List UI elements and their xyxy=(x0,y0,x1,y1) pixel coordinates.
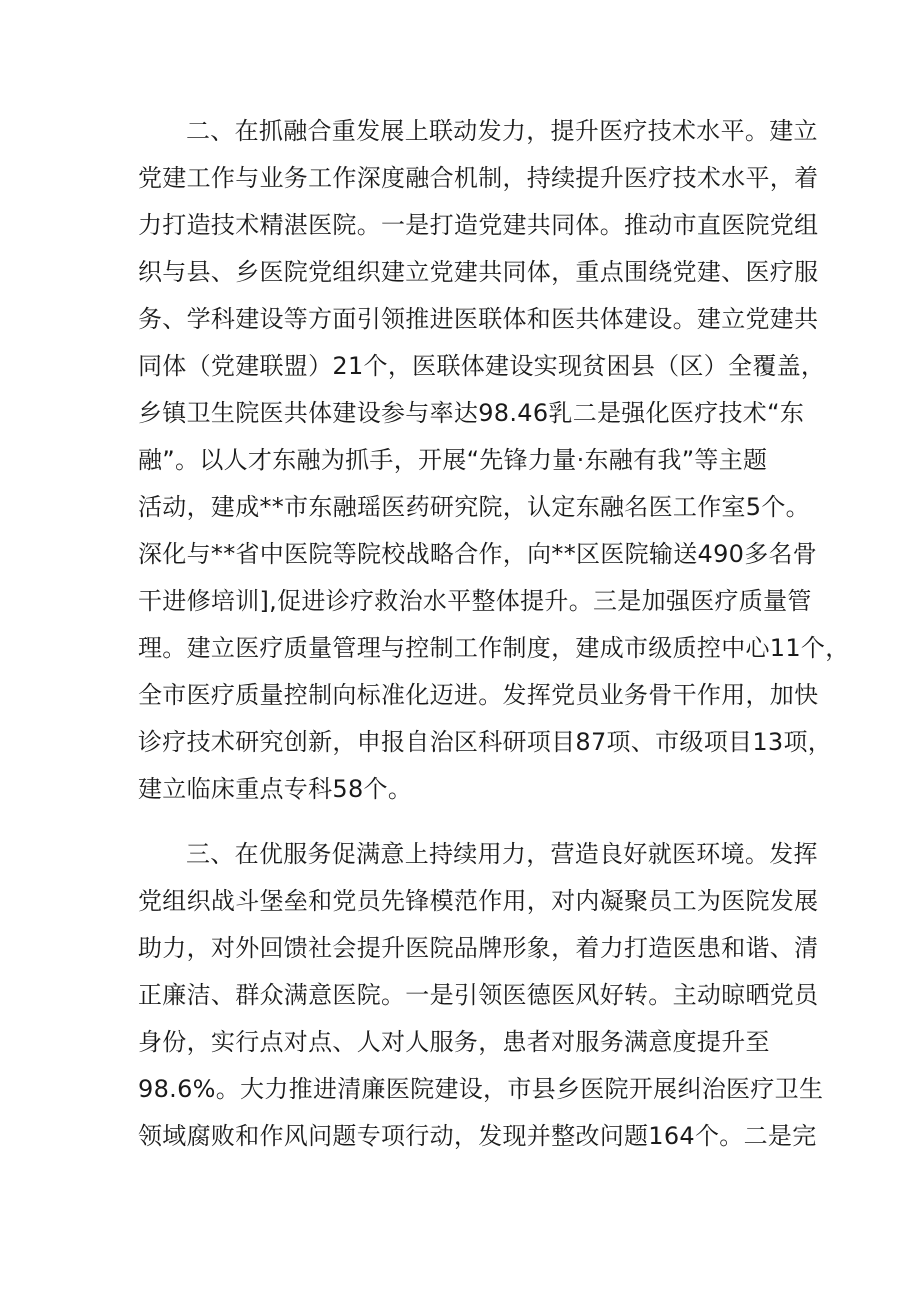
text-line: 干进修培训],促进诊疗救治水平整体提升。三是加强医疗质量管 xyxy=(138,587,812,615)
text-line: 力打造技术精湛医院。一是打造党建共同体。推动市直医院党组 xyxy=(138,211,819,239)
text-line: 正廉洁、群众满意医院。一是引领医德医风好转。主动晾晒党员 xyxy=(138,981,819,1009)
text-line: 党建工作与业务工作深度融合机制，持续提升医疗技术水平，着 xyxy=(138,164,819,192)
text-line: 深化与**省中医院等院校战略合作，向**区医院输送490多名骨 xyxy=(138,540,818,568)
paragraph-3 xyxy=(138,831,824,1160)
paragraph-2 xyxy=(138,108,850,813)
text-line: 领域腐败和作风问题专项行动，发现并整改问题164个。二是完 xyxy=(138,1122,817,1150)
text-line: 三、在优服务促满意上持续用力，营造良好就医环境。发挥 xyxy=(186,840,818,868)
text-line: 二、在抓融合重发展上联动发力，提升医疗技术水平。建立 xyxy=(186,117,818,145)
text-line: 理。建立医疗质量管理与控制工作制度，建成市级质控中心11个， xyxy=(138,634,850,662)
text-line: 活动，建成**市东融瑶医药研究院，认定东融名医工作室5个。 xyxy=(138,493,810,521)
document-body xyxy=(138,108,850,1160)
text-line: 诊疗技术研究创新，申报自治区科研项目87项、市级项目13项， xyxy=(138,728,833,756)
text-line: 建立临床重点专科58个。 xyxy=(138,775,413,803)
text-line: 党组织战斗堡垒和党员先锋模范作用，对内凝聚员工为医院发展 xyxy=(138,887,819,915)
text-line: 乡镇卫生院医共体建设参与率达98.46乳二是强化医疗技术“东 xyxy=(138,399,805,427)
text-line: 融”。以人才东融为抓手，开展“先锋力量·东融有我”等主题 xyxy=(138,446,768,474)
text-line: 同体（党建联盟）21个，医联体建设实现贫困县（区）全覆盖， xyxy=(138,352,826,380)
text-line: 务、学科建设等方面引领推进医联体和医共体建设。建立党建共 xyxy=(138,305,819,333)
text-line: 助力，对外回馈社会提升医院品牌形象，着力打造医患和谐、清 xyxy=(138,934,819,962)
paragraph-spacer xyxy=(138,813,790,831)
text-line: 织与县、乡医院党组织建立党建共同体，重点围绕党建、医疗服 xyxy=(138,258,819,286)
text-line: 98.6%。大力推进清廉医院建设，市县乡医院开展纠治医疗卫生 xyxy=(138,1075,824,1103)
text-line: 身份，实行点对点、人对人服务，患者对服务满意度提升至 xyxy=(138,1028,770,1056)
text-line: 全市医疗质量控制向标准化迈进。发挥党员业务骨干作用，加快 xyxy=(138,681,819,709)
